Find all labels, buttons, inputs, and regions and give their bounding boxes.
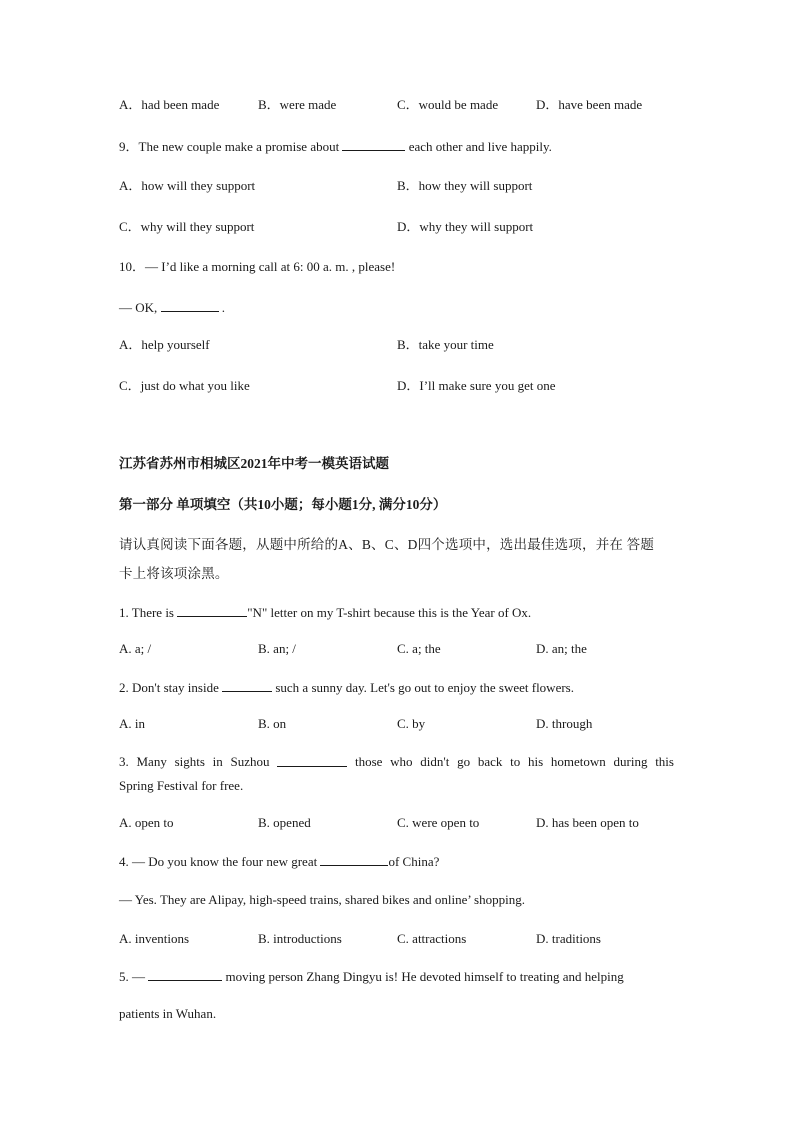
q5-stem-line-2: patients in Wuhan. [119, 1006, 217, 1021]
q3-word: this [655, 754, 674, 769]
q2-option-b: B. on [258, 716, 287, 731]
q4-text-before: 4. — Do you know the four new great [119, 854, 318, 869]
q1-option-d: D. an; the [536, 641, 587, 656]
q8-option-a: A．had been made [119, 97, 220, 112]
q4-answer: — Yes. They are Alipay, high-speed trains, shared bikes and online’ shopping. [119, 892, 525, 907]
q3-word: back [477, 754, 503, 769]
q9-option-b: B．how they will support [397, 178, 533, 193]
q3-word: his [527, 754, 544, 769]
q2-text-after: such a sunny day. Let's go out to enjoy the sweet flowers. [275, 680, 574, 695]
part-title: 第一部分 单项填空（共10小题；每小题1分, 满分10分） [119, 497, 447, 512]
q1-option-a: A. a; / [119, 641, 152, 656]
q2-text-before: 2. Don't stay inside [119, 680, 219, 695]
q4-option-a: A. inventions [119, 931, 190, 946]
q3-word: sights [174, 754, 205, 769]
q9-option-a: A．how will they support [119, 178, 256, 193]
q1-option-b: B. an; / [258, 641, 296, 656]
q4-option-d: D. traditions [536, 931, 601, 946]
q3-option-c: C. were open to [397, 815, 480, 830]
q9-stem [119, 138, 552, 155]
q3-word: Many [136, 754, 167, 769]
q1-option-c: C. a; the [397, 641, 441, 656]
q3-word: to [510, 754, 521, 769]
q8-option-b: B．were made [258, 97, 337, 112]
q9-option-d: D．why they will support [397, 219, 534, 234]
q2-option-d: D. through [536, 716, 593, 731]
instruction-line-2: 卡上将该项涂黑。 [119, 566, 229, 581]
instruction-line-1: 请认真阅读下面各题，从题中所给的A、B、C、D四个选项中，选出最佳选项，并在 答题 [119, 537, 655, 552]
q3-word: didn't [420, 754, 450, 769]
q2-option-a: A. in [119, 716, 145, 731]
q1-text-before: 1. There is [119, 605, 174, 620]
q4-option-c: C. attractions [397, 931, 467, 946]
q8-option-c: C．would be made [397, 97, 499, 112]
q3-word: Suzhou [230, 754, 270, 769]
q10-text-before: — OK, [119, 300, 158, 315]
q9-text-before: 9．The new couple make a promise about [119, 139, 340, 154]
q1-text-after: "N" letter on my T-shirt because this is the Year of Ox. [247, 605, 532, 620]
q3-word: who [390, 754, 413, 769]
q3-blank [277, 754, 347, 767]
q5-text-after: moving person Zhang Dingyu is! He devoted himself to treating and helping [225, 969, 624, 984]
q3-word: those [354, 754, 383, 769]
q4-blank [320, 853, 388, 866]
q1-stem [119, 604, 531, 621]
q3-option-b: B. opened [258, 815, 311, 830]
q4-option-b: B. introductions [258, 931, 342, 946]
q10-blank [161, 299, 219, 312]
q10-stem: 10．— I’d like a morning call at 6: 00 a. m. , please! [119, 259, 396, 274]
q5-stem [119, 968, 624, 985]
q10-option-b: B．take your time [397, 337, 494, 352]
q5-text-before: 5. — [119, 969, 145, 984]
q3-word: during [613, 754, 648, 769]
q10-text-after: . [221, 300, 226, 315]
q10-option-d: D．I’ll make sure you get one [397, 378, 556, 393]
q4-text-after: of China? [388, 854, 440, 869]
q1-blank [177, 604, 247, 617]
q10-option-a: A．help yourself [119, 337, 210, 352]
q5-blank [148, 968, 222, 981]
q9-option-c: C．why will they support [119, 219, 255, 234]
q3-word: 3. [119, 754, 129, 769]
q3-word: in [212, 754, 223, 769]
q8-option-d: D．have been made [536, 97, 643, 112]
q9-blank [342, 138, 405, 151]
q2-blank [222, 679, 272, 692]
q3-stem-line-1 [119, 754, 674, 770]
q3-option-d: D. has been open to [536, 815, 639, 830]
q10-response [119, 299, 225, 316]
q3-word: go [457, 754, 471, 769]
q4-stem [119, 853, 439, 870]
q9-text-after: each other and live happily. [408, 139, 552, 154]
q10-option-c: C．just do what you like [119, 378, 250, 393]
q3-option-a: A. open to [119, 815, 174, 830]
q2-stem [119, 679, 574, 696]
q3-word: hometown [550, 754, 606, 769]
q3-stem-line-2: Spring Festival for free. [119, 778, 244, 793]
q2-option-c: C. by [397, 716, 426, 731]
exam-title: 江苏省苏州市相城区2021年中考一模英语试题 [119, 456, 389, 471]
